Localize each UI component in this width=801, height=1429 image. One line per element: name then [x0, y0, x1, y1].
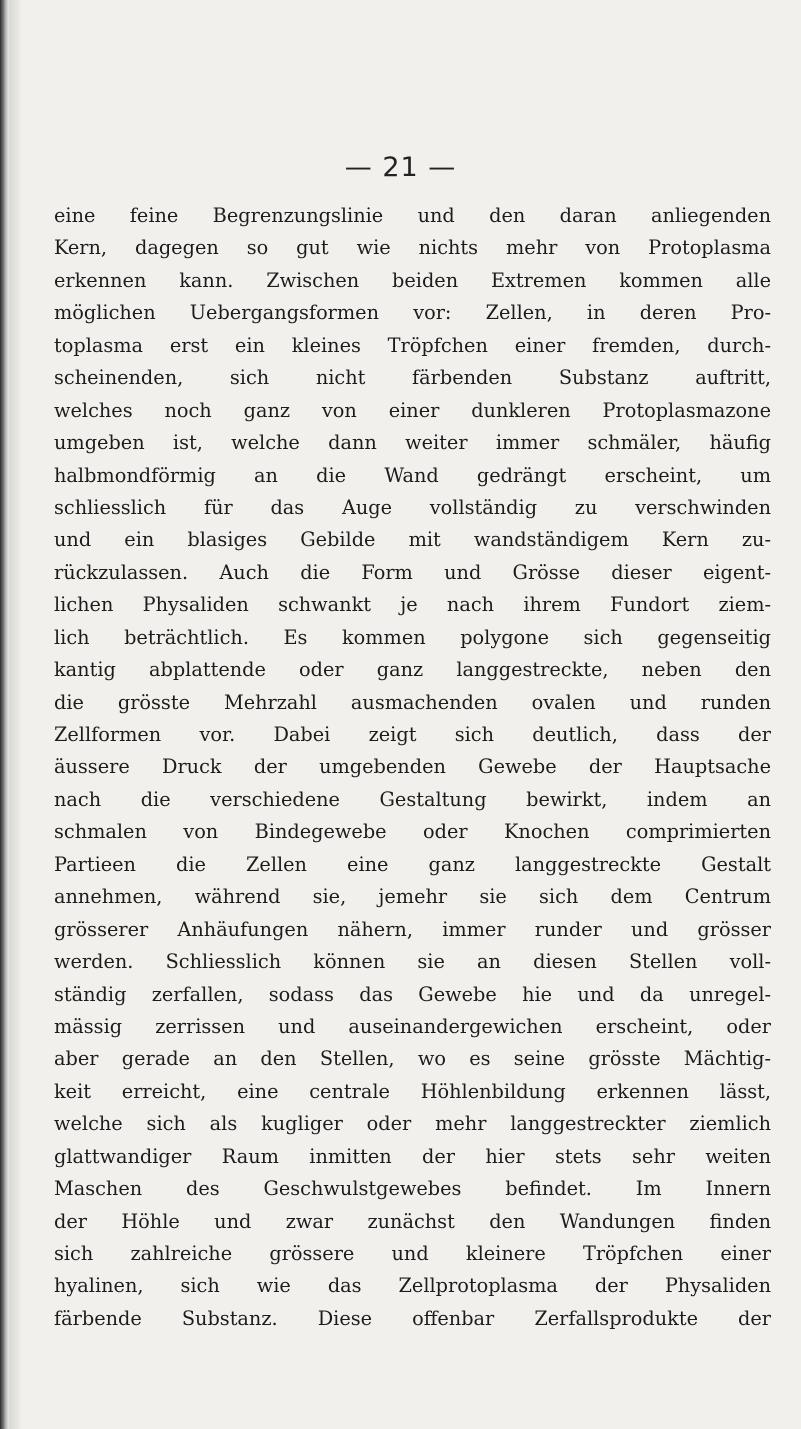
text-line: welches noch ganz von einer dunkleren Protoplasmazone	[54, 398, 771, 422]
text-line: annehmen, während sie, jemehr sie sich dem Centrum	[54, 885, 771, 909]
page-number: — 21 —	[344, 152, 457, 183]
text-line: der Höhle und zwar zunächst den Wandungen finden	[54, 1209, 771, 1233]
text-line: mässig zerrissen und auseinandergewichen erscheint, oder	[54, 1014, 771, 1038]
text-line: Maschen des Geschwulstgewebes befindet. Im Innern	[54, 1177, 771, 1201]
body-text	[54, 200, 771, 1335]
text-line: welche sich als kugliger oder mehr langgestreckter ziemlich	[54, 1112, 771, 1136]
text-line: umgeben ist, welche dann weiter immer schmäler, häufig	[54, 431, 771, 455]
text-line: glattwandiger Raum inmitten der hier stets sehr weiten	[54, 1144, 771, 1168]
text-line: grösserer Anhäufungen nähern, immer runder und grösser	[54, 917, 771, 941]
text-line: Zellformen vor. Dabei zeigt sich deutlich, dass der	[54, 723, 771, 746]
text-line: und ein blasiges Gebilde mit wandständigem Kern zu-	[54, 528, 771, 552]
text-line: möglichen Uebergangsformen vor: Zellen, in deren Pro-	[54, 301, 771, 325]
text-line: halbmondförmig an die Wand gedrängt erscheint, um	[54, 463, 771, 487]
text-line: werden. Schliesslich können sie an diesen Stellen voll-	[54, 950, 771, 974]
text-line: aber gerade an den Stellen, wo es seine grösste Mächtig-	[54, 1047, 771, 1071]
text-line: scheinenden, sich nicht färbenden Substanz auftritt,	[54, 366, 771, 390]
text-line: erkennen kann. Zwischen beiden Extremen kommen alle	[54, 268, 771, 292]
text-line: schliesslich für das Auge vollständig zu verschwinden	[54, 495, 771, 519]
text-line: kantig abplattende oder ganz langgestreckte, neben den	[54, 658, 771, 682]
text-line: nach die verschiedene Gestaltung bewirkt, indem an	[54, 787, 771, 811]
text-line: toplasma erst ein kleines Tröpfchen einer fremden, durch-	[54, 333, 771, 357]
page-binding-edge	[0, 0, 9, 1429]
text-line: ständig zerfallen, sodass das Gewebe hie und da unregel-	[54, 982, 771, 1006]
text-line: die grösste Mehrzahl ausmachenden ovalen und runden	[54, 690, 771, 714]
text-line: Kern, dagegen so gut wie nichts mehr von Protoplasma	[54, 236, 771, 260]
text-line: äussere Druck der umgebenden Gewebe der Hauptsache	[54, 755, 771, 779]
text-line: keit erreicht, eine centrale Höhlenbildung erkennen lässt,	[54, 1079, 771, 1103]
text-line: eine feine Begrenzungslinie und den daran anliegenden	[54, 204, 771, 227]
text-line: rückzulassen. Auch die Form und Grösse dieser eigent-	[54, 560, 771, 584]
text-line: schmalen von Bindegewebe oder Knochen comprimierten	[54, 820, 771, 844]
text-line: Partieen die Zellen eine ganz langgestreckte Gestalt	[54, 852, 771, 876]
text-line: lichen Physaliden schwankt je nach ihrem Fundort ziem-	[54, 593, 771, 617]
page-binding-shadow	[9, 0, 23, 1429]
text-line: lich beträchtlich. Es kommen polygone sich gegenseitig	[54, 625, 771, 649]
text-line: sich zahlreiche grössere und kleinere Tröpfchen einer	[54, 1242, 771, 1265]
text-line: färbende Substanz. Diese offenbar Zerfallsprodukte der	[54, 1306, 771, 1330]
text-line: hyalinen, sich wie das Zellprotoplasma der Physaliden	[54, 1274, 771, 1298]
